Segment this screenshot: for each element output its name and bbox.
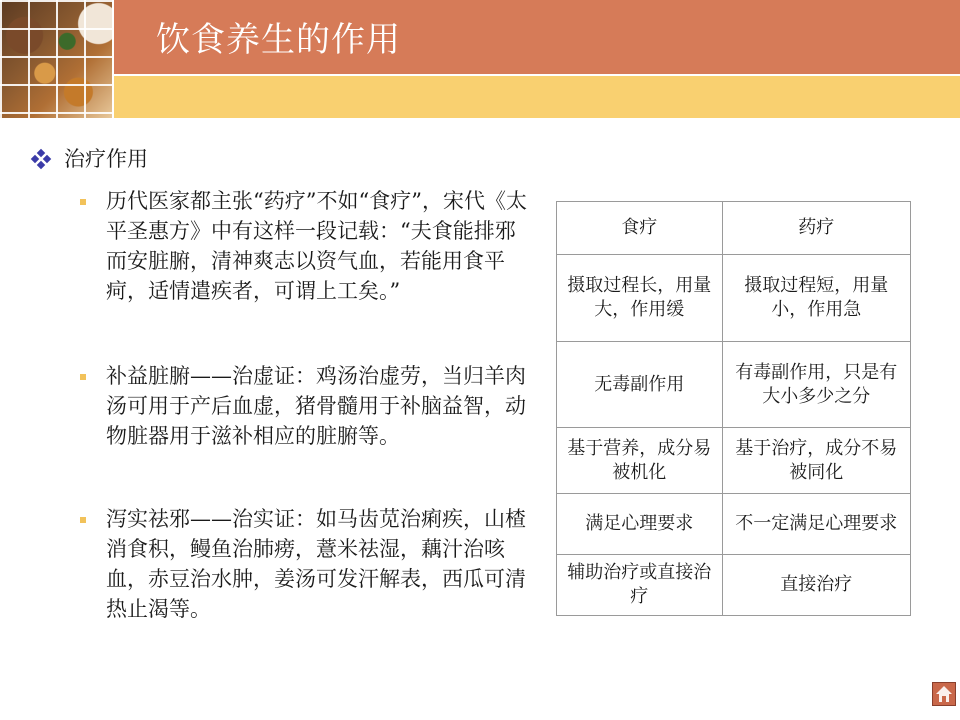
table-header-cell: 食疗 (557, 202, 723, 255)
table-cell: 辅助治疗或直接治疗 (557, 555, 723, 616)
page-title: 饮食养生的作用 (156, 20, 401, 60)
table-cell: 基于营养，成分易被机化 (557, 428, 723, 494)
table-cell: 摄取过程短，用量小，作用急 (722, 255, 910, 342)
paragraph-1: 历代医家都主张“药疗”不如“食疗”，宋代《太平圣惠方》中有这样一段记载：“夫食能排邪而安脏腑，清神爽志以资气血，若能用食平疴，适情遣疾者，可谓上工矣。” (106, 189, 527, 303)
table-row (557, 555, 911, 616)
table-row (557, 428, 911, 494)
square-bullet-icon (80, 374, 86, 380)
paragraph-2: 补益脏腑——治虚证：鸡汤治虚劳，当归羊肉汤可用于产后血虚，猪骨髓用于补脑益智，动物脏器用于滋补相应的脏腑等。 (106, 364, 526, 448)
accent-bar (114, 76, 960, 118)
table-row (557, 494, 911, 555)
photo-grid-overlay (0, 0, 112, 118)
table-cell: 基于治疗，成分不易被同化 (722, 428, 910, 494)
comparison-table (556, 201, 911, 616)
section-heading: 治疗作用 (64, 147, 148, 171)
table-cell: 不一定满足心理要求 (722, 494, 910, 555)
table-cell: 无毒副作用 (557, 342, 723, 428)
table-cell: 满足心理要求 (557, 494, 723, 555)
table-row (557, 342, 911, 428)
paragraph-3: 泻实祛邪——治实证：如马齿苋治痢疾，山楂消食积，鳗鱼治肺痨，薏米祛湿，藕汁治咳血，赤豆治水肿，姜汤可发汗解表，西瓜可清热止渴等。 (106, 507, 526, 621)
home-icon[interactable] (932, 682, 956, 706)
table-header-row (557, 202, 911, 255)
square-bullet-icon (80, 199, 86, 205)
table-cell: 直接治疗 (722, 555, 910, 616)
square-bullet-icon (80, 517, 86, 523)
section-heading-row (32, 145, 148, 173)
table-header-cell: 药疗 (722, 202, 910, 255)
table-cell: 摄取过程长，用量大，作用缓 (557, 255, 723, 342)
diamond-bullet-icon (32, 150, 50, 168)
table-cell: 有毒副作用，只是有大小多少之分 (722, 342, 910, 428)
table-row (557, 255, 911, 342)
